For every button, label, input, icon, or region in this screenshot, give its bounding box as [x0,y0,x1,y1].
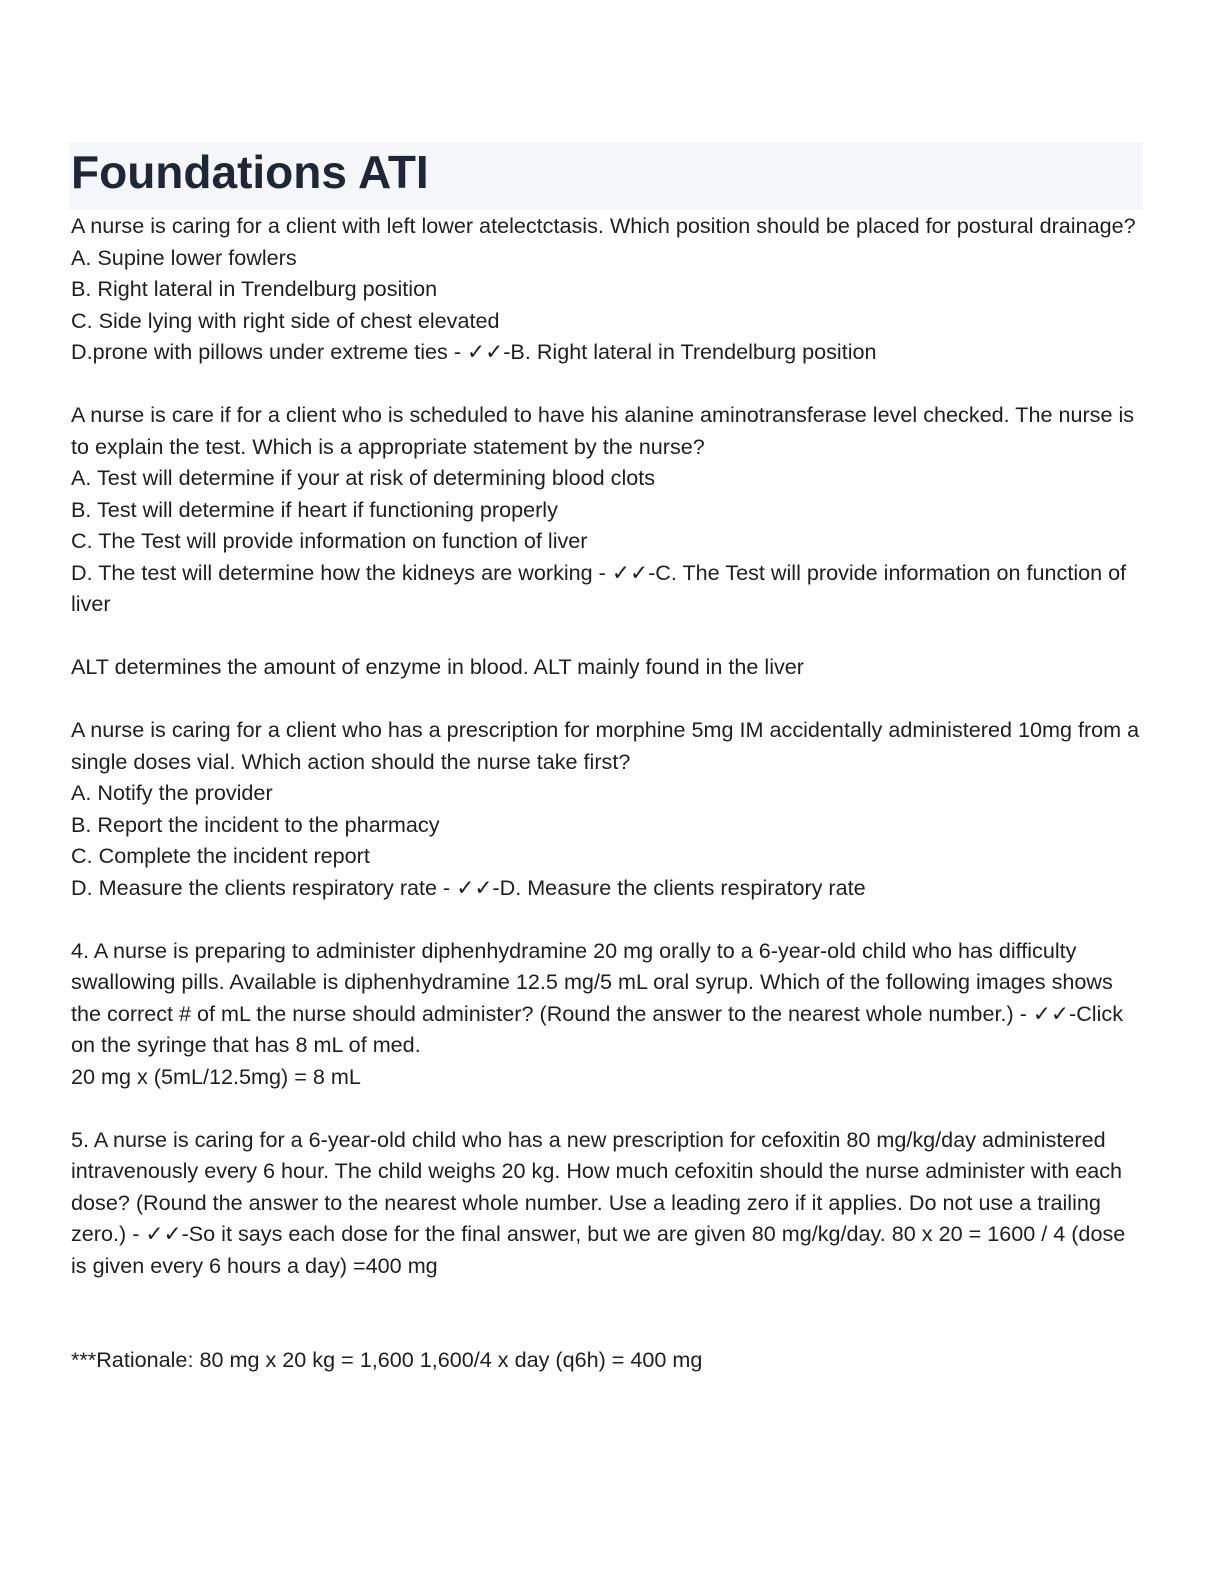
spacer [71,683,1143,715]
spacer [71,903,1143,935]
spacer [71,1281,1143,1344]
option-b: B. Right lateral in Trendelburg position [71,276,438,301]
option-b: B. Report the incident to the pharmacy [71,811,440,837]
option-a: A. Notify the provider [71,780,273,805]
question-stem: A nurse is caring for a client who has a prescription for morphine 5mg IM accidentally administered 10mg from a single doses vial. Which action should the nurse take first? [71,717,1146,774]
option-c: C. Side lying with right side of chest elevated [71,307,500,333]
calculation: 20 mg x (5mL/12.5mg) = 8 mL [71,1063,361,1089]
question-4 [71,935,1143,1093]
question-text: 5. A nurse is caring for a 6-year-old child who has a new prescription for cefoxitin 80 mg/kg/day administered intravenously every 6 hour. The child weighs 20 kg. How much cefoxitin should the nurse administer with each dose? (Round the answer to the nearest whole number. Use a leading zero if it applies. Do not use a trailing zero.) - ✓✓-So it says each dose for the final answer, but we are given 80 mg/kg/day. 80 x 20 = 1600 / 4 (dose is given every 6 hours a day) =400 mg [71,1126,1132,1278]
spacer [71,1092,1143,1124]
question-2 [71,399,1143,620]
question-stem: A nurse is care if for a client who is scheduled to have his alanine aminotransferase level checked. The nurse is to explain the test. Which is a appropriate statement by the nurse? [71,402,1141,459]
option-d-answer: D. The test will determine how the kidneys are working - ✓✓-C. The Test will provide information on function of liver [71,559,1133,616]
option-d-answer: D.prone with pillows under extreme ties - ✓✓-B. Right lateral in Trendelburg position [71,339,877,364]
spacer [71,620,1143,652]
option-d-answer: D. Measure the clients respiratory rate - ✓✓-D. Measure the clients respiratory rate [71,874,866,900]
option-c: C. The Test will provide information on function of liver [71,528,588,553]
question-3 [71,714,1146,903]
option-a: A. Test will determine if your at risk of determining blood clots [71,465,656,490]
question-5 [71,1124,1143,1282]
rationale: ***Rationale: 80 mg x 20 kg = 1,600 1,600/4 x day (q6h) = 400 mg [71,1347,703,1372]
option-c: C. Complete the incident report [71,843,370,868]
question-stem: A nurse is caring for a client with left lower atelectctasis. Which position should be placed for postural drainage? [71,213,1136,238]
option-a: A. Supine lower fowlers [71,244,297,270]
spacer [71,368,1143,400]
question-1 [71,210,1143,368]
question-text: 4. A nurse is preparing to administer diphenhydramine 20 mg orally to a 6-year-old child who has difficulty swallowing pills. Available is diphenhydramine 12.5 mg/5 mL oral syrup. Which of the following images shows the correct # of mL the nurse should administer? (Round the answer to the nearest whole number.) - ✓✓-Click on the syringe that has 8 mL of med. [71,937,1129,1057]
option-b: B. Test will determine if heart if functioning properly [71,496,558,522]
alt-note: ALT determines the amount of enzyme in blood. ALT mainly found in the liver [71,654,804,679]
document-body [71,210,1146,1376]
page-title: Foundations ATI [71,146,429,198]
document-page [71,142,1146,1376]
title-banner [69,142,1143,210]
